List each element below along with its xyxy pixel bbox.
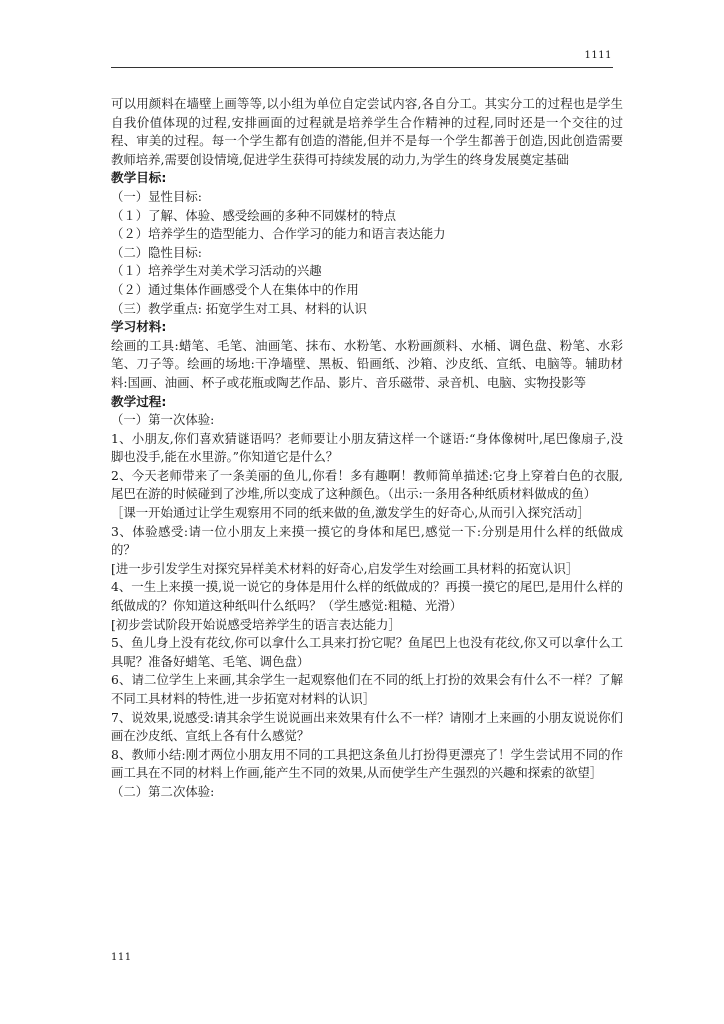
paragraph: 可以用颜料在墙壁上画等等,以小组为单位自定尝试内容,各自分工。其实分工的过程也是学生自我价值体现的过程,安排画面的过程就是培养学生合作精神的过程,同时还是一个交往的过程、审美的过程。每一个学生都有创造的潜能,但并不是每一个学生都善于创造,因此创造需要教师培养,需要创设情境,促进学生获得可持续发展的动力,为学生的终身发展奠定基础 [111,96,623,167]
header-rule [111,67,613,68]
paragraph: （一）显性目标: [111,188,202,204]
footer-page-number: 111 [111,952,132,963]
paragraph: （一）第一次体验: [111,412,215,428]
paragraph: （１）了解、体验、感受绘画的多种不同媒材的特点 [111,207,396,223]
paragraph: 5、鱼儿身上没有花纹,你可以拿什么工具来打扮它呢？鱼尾巴上也没有花纹,你又可以拿什么工具呢？准备好蜡笔、毛笔、调色盘） [111,635,623,669]
paragraph: 绘画的工具:蜡笔、毛笔、油画笔、抹布、水粉笔、水粉画颜料、水桶、调色盘、粉笔、水彩笔、刀子等。绘画的场地:干净墙壁、黑板、铅画纸、沙箱、沙皮纸、宣纸、电脑等。辅助材料:国画、油画、杯子或花瓶或陶艺作品、影片、音乐磁带、录音机、电脑、实物投影等 [111,337,623,390]
paragraph: 1、小朋友,你们喜欢猜谜语吗？老师要让小朋友猜这样一个谜语:“身体像树叶,尾巴像扇子,没脚也没手,能在水里游。”你知道它是什么？ [111,430,623,465]
paragraph: 8、教师小结:刚才两位小朋友用不同的工具把这条鱼儿打扮得更漂亮了！学生尝试用不同的作画工具在不同的材料上作画,能产生不同的效果,从而使学生产生强烈的兴趣和探索的欲望］ [111,746,623,781]
paragraph: [初步尝试阶段开始说感受培养学生的语言表达能力］ [111,616,401,632]
section-heading: 教学目标: [111,170,167,186]
paragraph: 6、请二位学生上来画,其余学生一起观察他们在不同的纸上打扮的效果会有什么不一样？了解不同工具材料的特性,进一步拓宽对材料的认识］ [111,672,623,706]
paragraph: （１）培养学生对美术学习活动的兴趣 [111,263,322,279]
document-body [111,95,623,802]
paragraph: ［课一开始通过让学生观察用不同的纸来做的鱼,激发学生的好奇心,从而引入探究活动］ [111,505,590,521]
section-heading: 学习材料: [111,319,167,335]
section-heading: 教学过程: [111,393,167,409]
paragraph: （二）第二次体验: [111,783,215,799]
paragraph: 4、一生上来摸一摸,说一说它的身体是用什么样的纸做成的？再摸一摸它的尾巴,是用什么样的纸做成的？你知道这种纸叫什么纸吗？（学生感觉:粗糙、光滑） [111,579,623,614]
paragraph: （２）培养学生的造型能力、合作学习的能力和语言表达能力 [111,226,446,242]
paragraph: 3、体验感受:请一位小朋友上来摸一摸它的身体和尾巴,感觉一下:分别是用什么样的纸做成的？ [111,523,623,558]
header-page-number: 1111 [584,50,612,61]
paragraph: （三）教学重点: 拓宽学生对工具、材料的认识 [111,300,367,316]
paragraph: [进一步引发学生对探究异样美术材料的好奇心,启发学生对绘画工具材料的拓宽认识］ [111,560,579,576]
paragraph: 2、今天老师带来了一条美丽的鱼儿,你看！多有趣啊！教师简单描述:它身上穿着白色的衣服,尾巴在游的时候碰到了沙堆,所以变成了这种颜色。（出示:一条用各种纸质材料做成的鱼） [111,467,623,502]
paragraph: （２）通过集体作画感受个人在集体中的作用 [111,281,359,297]
paragraph: （二）隐性目标: [111,244,202,260]
paragraph: 7、说效果,说感受:请其余学生说说画出来效果有什么不一样？请刚才上来画的小朋友说说你们画在沙皮纸、宣纸上各有什么感觉？ [111,709,623,744]
